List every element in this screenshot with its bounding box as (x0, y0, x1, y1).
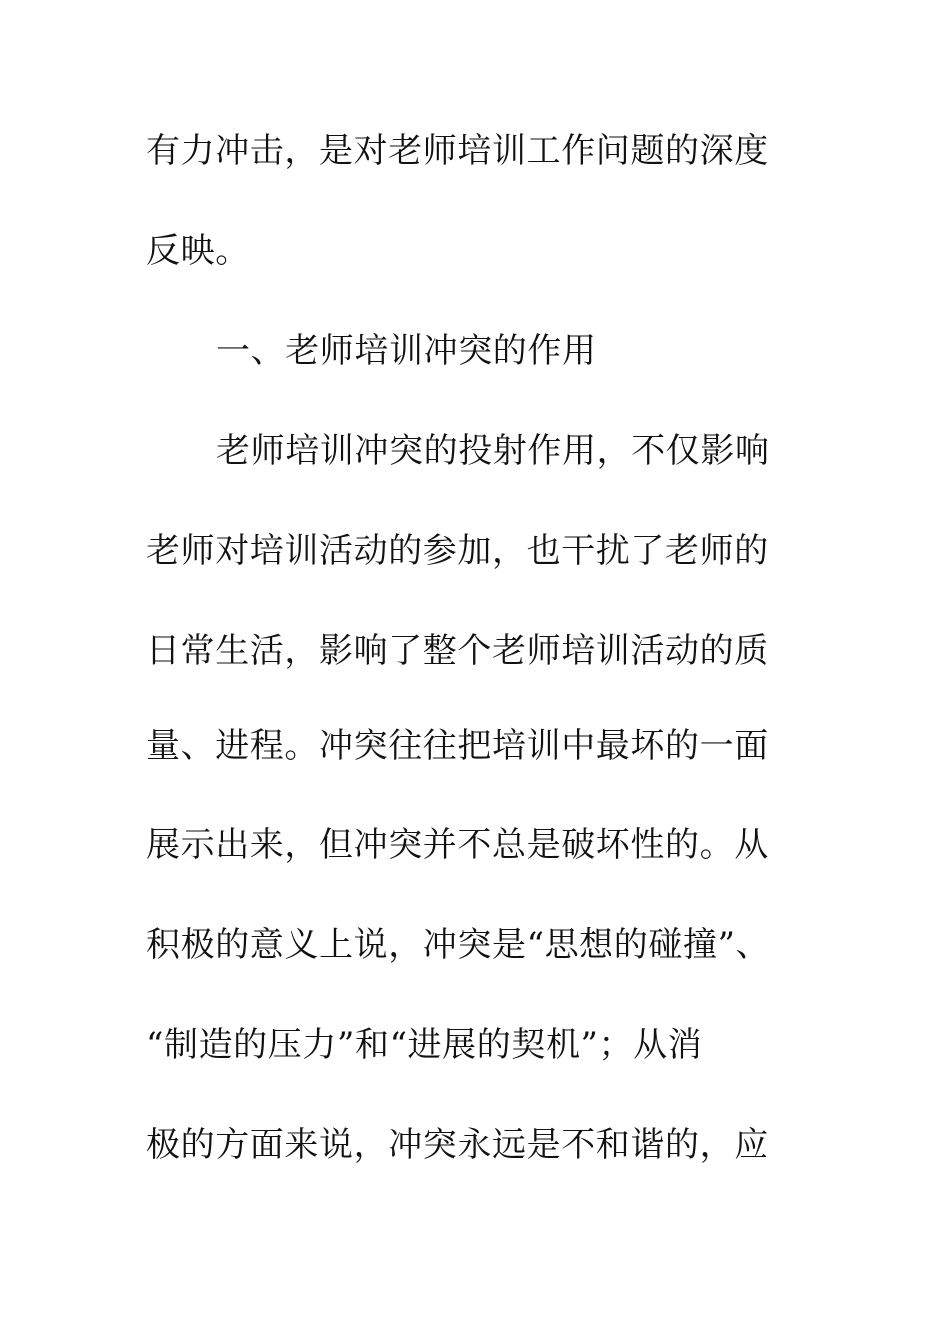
paragraph-line: 展示出来，但冲突并不总是破坏性的。从 (146, 825, 769, 865)
paragraph-line: 有力冲击，是对老师培训工作问题的深度 (146, 131, 769, 171)
paragraph-line: 日常生活，影响了整个老师培训活动的质 (146, 631, 769, 671)
paragraph-line: 积极的意义上说，冲突是“思想的碰撞”、 (146, 925, 771, 965)
paragraph-line: 极的方面来说，冲突永远是不和谐的，应 (146, 1125, 769, 1165)
paragraph-line: 老师对培训活动的参加，也干扰了老师的 (146, 531, 769, 571)
paragraph-line: 反映。 (146, 231, 250, 271)
section-heading: 一、老师培训冲突的作用 (216, 331, 597, 371)
paragraph-line: 老师培训冲突的投射作用，不仅影响 (216, 431, 770, 471)
paragraph-line: 量、进程。冲突往往把培训中最坏的一面 (146, 726, 769, 766)
paragraph-line: “制造的压力”和“进展的契机”；从消 (146, 1025, 703, 1065)
